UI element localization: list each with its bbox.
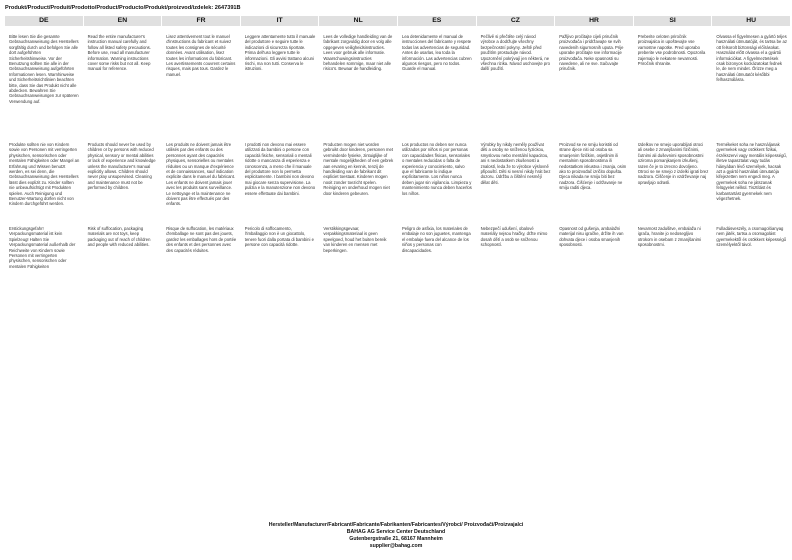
text-children-en: Products should never be used by children or by persons with reduced physical, sensory or mental abilities or lack of experience and knowledge unless the manufacturer's manual explicitly allows. Children should never play unsupervised. Cleaning and maintenance must not be performed by children. — [87, 142, 156, 191]
language-columns — [0, 14, 792, 548]
manufacturer-footer — [0, 522, 792, 550]
text-children-it: I prodotti non devono mai essere utilizzati da bambini o persone con capacità fisiche, sensoriali o mentali ridotte o mancanza di esperienza e conoscenza, a meno che il manuale del produttore non lo permetta esplicitamente. I bambini non devono mai giocare senza supervisione. La pulizia e la manutenzione non devono essere effettuate dai bambini. — [244, 142, 316, 196]
text-suffocation-cz: Nebezpečí udušení, obalové materiály nejsou hračky, držte mimo dosah dětí a osob se sníženou schopností. — [480, 226, 548, 248]
text-instructions-hr: Pažljivo pročitajte cijeli priručnik proizvođača i pridržavajte se svih navedenih sigurnosnih uputa. Prije uporabe pročitajte sve informacije proizvođača. Neke opasnosti su navedene, ali ne sve. Sačuvajte priručnik. — [559, 34, 624, 72]
language-header-es: ES — [398, 16, 476, 26]
text-children-cz: Výrobky by nikdy neměly používat děti a osoby se sníženou fyzickou, smyslovou nebo mentální kapacitou, ani s nedostatkem zkušeností a znalostí, leda že to výrobce výslovně připouští. Děti si nesmí nikdy hrát bez dozoru. Údržbu a čištění nesmějí dělat děti. — [480, 142, 551, 185]
text-children-hu: Termékeket soha ne használjanak gyermekek vagy csökkent fizikai, érzékszervi vagy mentális képességű, illetve tapasztalat vagy tudás hiányában lévő személyek, hacsak azt a gyártó használati útmutatója kifejezetten nem engedi meg. A gyermekek soha ne játszanak felügyelet nélkül. Tisztítást és karbantartást gyermekek nem végezhetnek. — [716, 142, 787, 202]
text-suffocation-si: Nevarnost zadušitve, embalaža ni igrača, hranite jo nedosegljivo otrokom in osebam z zmanjšanimi sposobnostmi. — [637, 226, 702, 248]
text-children-nl: Producten mogen niet worden gebruikt door kinderen, personen met verminderde fysieke, zintuiglijke of mentale mogelijkheden of een gebrek aan ervaring en kennis, tenzij de handleiding van de fabrikant dit expliciet toestaat. Kinderen mogen nooit zonder toezicht spelen. Reiniging en onderhoud mogen niet door kinderen gebeuren. — [323, 142, 394, 196]
text-suffocation-it: Pericolo di soffocamento, l'imballaggio non è un giocattolo, tenere fuori dalla portata di bambini e persone con capacità ridotte. — [244, 226, 314, 248]
text-suffocation-hr: Opasnost od gušenja, ambalažni materijal nisu igračke, držite ih van dohvata djece i osoba smanjenih sposobnosti. — [559, 226, 624, 248]
text-suffocation-es: Peligro de asfixia, los materiales de embalaje no son juguetes, mantenga el embalaje fuera del alcance de los niños y personas con discapacidades. — [402, 226, 471, 253]
language-header-fr: FR — [162, 16, 240, 26]
text-suffocation-de: Erstickungsgefahr! Verpackungsmaterial ist kein Spielzeug! Halten Sie Verpackungsmaterial außerhalb der Reichweite von Kindern sowie Personen mit verringerten physischen, sensorischen oder mentalen Fähigkeiten — [9, 226, 76, 269]
text-suffocation-fr: Risque de suffocation, les matériaux d'emballage ne sont pas des jouets, gardez les emballages hors de portée des enfants et des personnes avec des capacités réduites. — [166, 226, 237, 253]
language-header-nl: NL — [319, 16, 397, 26]
language-header-de: DE — [5, 16, 83, 26]
text-instructions-es: Lea detenidamente el manual de instrucciones del fabricante y respete todas las advertencias de seguridad. Antes de usarlas, lea toda la información. Las advertencias cubren algunos riesgos, pero no todos. Guarde el manual. — [402, 34, 472, 72]
text-children-es: Los productos no deben ser nunca utilizados por niños ni por personas con capacidades físicas, sensoriales o mentales reducidas o falta de experiencia y conocimiento, salvo que el fabricante lo indique explícitamente. Los niños nunca deben jugar sin vigilancia. Limpieza y mantenimiento nunca deben hacerlos los niños. — [402, 142, 472, 196]
text-children-hr: Proizvod se ne smiju koristiti od strane djece niti od osoba sa smanjenim fizičkim, osjetilnim ili mentalnim sposobnostima ili nedostatkom iskustva i znanja, osim ako to proizvođač izričito dopušta. Djeca nikada ne smiju biti bez nadzora. Čišćenje i održavanje ne smiju raditi djeca. — [559, 142, 627, 191]
text-instructions-hu: Olvassa el figyelmesen a gyártó teljes használati útmutatóját, és tartsa be az ott felsorolt biztonsági előírásokat. Használat előtt olvassa el a gyártói információkat. A figyelmeztetések csak bizonyos kockázatokat fednek le, de nem mindet. Őrizze meg a használati útmutatót későbbi felhasználásra. — [716, 34, 787, 83]
language-header-it: IT — [241, 16, 319, 26]
text-instructions-de: Bitte lesen Sie die gesamte Gebrauchsanweisung des Herstellers sorgfältig durch und befolgen Sie alle dort aufgeführten Sicherheitshinweise. Vor der Benutzung sollten Sie alle in der Gebrauchsanweisung aufgeführten Informationen lesen. Warnhinweise und Sicherheitsrichtlinien beachten bitte, dass Sie das Produkt nicht alle abdecken. Bewahren Sie Gebrauchsanweisungen zur späteren Verwendung auf. — [9, 34, 79, 104]
text-instructions-fr: Lisez attentivement tout le manuel d'instructions du fabricant et suivez toutes les consignes de sécurité données. Avant utilisation, lisez toutes les informations du fabricant. Les avertissements couvrent certains risques, mais pas tous. Gardez le manuel. — [166, 34, 236, 77]
footer-company: BAHAG AG Service Center Deutschland — [346, 529, 446, 535]
language-header-hu: HU — [712, 16, 790, 26]
footer-heading: Hersteller/Manufacturer/Fabricant/Fabricante/Fabrikanten/Fabricantes/Výrobci/ Proizvođači/Proizvajalci — [268, 522, 524, 528]
text-suffocation-hu: Fulladásveszély, a csomagolóanyag nem játék, tartsa a csomagolást gyermekektől és csökkent képességű személyektől távol. — [716, 226, 786, 248]
text-children-fr: Les produits ne doivent jamais être utilisés par des enfants ou des personnes ayant des capacités physiques, sensorielles ou mentales réduites ou un manque d'expérience et de connaissances, sauf indication explicite dans le manuel du fabricant. Les enfants ne doivent jamais jouer avec les produits sans surveillance. Le nettoyage et la maintenance ne doivent pas être effectués par des enfants. — [166, 142, 236, 207]
text-instructions-si: Preberite celoten priročnik proizvajalca in upoštevajte vse varnostne napotke. Pred uporabo preberite vse podrobnosti. Opozorila zajemajo le nekatere nevarnosti. Priročnik shranite. — [637, 34, 706, 67]
language-header-en: EN — [84, 16, 162, 26]
footer-email[interactable]: supplier@bahag.com — [369, 543, 423, 549]
language-header-si: SI — [634, 16, 712, 26]
product-title: Produkt/Product/Produit/Prodotto/Product/Producto/Produkt/proizvod/izdelek: 2647391B — [5, 5, 241, 11]
text-suffocation-nl: Verstikkingsgevaar, verpakkingsmateriaal is geen speelgoed, houd het buiten bereik van kinderen en mensen met beperkingen. — [323, 226, 387, 253]
text-children-si: Izdelkov ne smejo uporabljati otroci ali osebe z zmanjšanimi fizičnimi, čutnimi ali duševnimi sposobnostmi oziroma pomanjkanjem izkušenj, razen če je to izrecno dovoljeno. Otroci se ne smejo z izdelki igrati brez nadzora. Čiščenje in vzdrževanje naj opravljajo odrasli. — [637, 142, 709, 185]
language-header-cz: CZ — [477, 16, 555, 26]
text-instructions-it: Leggere attentamente tutto il manuale del produttore e seguire tutte le indicazioni di sicurezza riportate. Prima dell'uso leggere tutte le informazioni. Gli avvisi trattano alcuni rischi, ma non tutti. Conserva le istruzioni. — [244, 34, 316, 72]
text-suffocation-en: Risk of suffocation, packaging materials are not toys, keep packaging out of reach of children and people with reduced abilities. — [87, 226, 151, 248]
footer-address: Gutenbergstraße 21, 68167 Mannheim — [349, 536, 443, 542]
language-header-hr: HR — [555, 16, 633, 26]
text-children-de: Produkte sollten nie von Kindern sowie von Personen mit verringerten physischen, sensorischen oder mentalen Fähigkeiten oder Mangel an Erfahrung und Wissen benutzt werden, es sei denn, die Gebrauchsanweisung des Herstellers lässt dies explizit zu. Kinder sollten nie unbeaufsichtigt mit Produkten spielen. Auch Reinigung und Benutzer-Wartung dürfen nicht von Kindern durchgeführt werden. — [9, 142, 80, 207]
text-instructions-nl: Lees de volledige handleiding van de fabrikant zorgvuldig door en volg alle opgegeven veiligheidsinstructies. Lees voor gebruik alle informatie. Waarschuwingsinstructies behandelen sommige, maar niet alle risico's. Bewaar de handleiding. — [323, 34, 393, 72]
text-instructions-cz: Pečlivě si přečtěte celý návod výrobce a dodržujte všechny bezpečnostní pokyny. Ještě před použitím prostudujte návod. Upozornění pokrývají jen některá, ne všechna rizika. Návod uschovejte pro další použití. — [480, 34, 550, 72]
text-instructions-en: Read the entire manufacturer's instruction manual carefully and follow all listed safety precautions. Before use, read all manufacturer information. Warning instructions cover some risks but not all. Keep manual for reference. — [87, 34, 151, 72]
